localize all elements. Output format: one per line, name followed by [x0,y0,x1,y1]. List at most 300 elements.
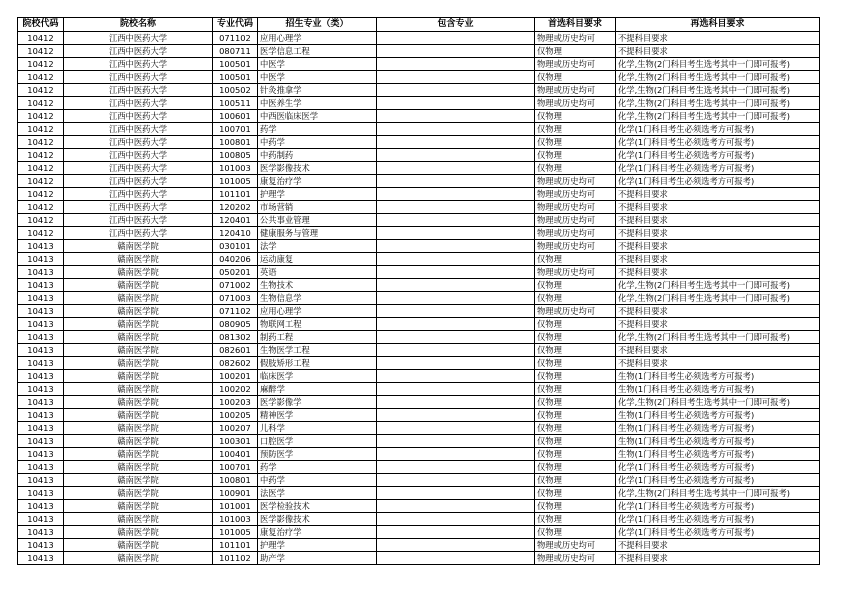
major-code-cell: 100301 [213,435,258,448]
included-majors-cell [377,526,535,539]
table-row [18,292,820,305]
major-code-cell: 100201 [213,370,258,383]
second-subject-cell: 不提科目要求 [616,539,820,552]
school-name-cell: 赣南医学院 [64,266,213,279]
major-code-cell: 100501 [213,71,258,84]
table-row [18,162,820,175]
second-subject-cell: 化学,生物(2门科目考生选考其中一门即可报考) [616,58,820,71]
school-name-cell: 江西中医药大学 [64,123,213,136]
major-cell: 应用心理学 [258,32,377,45]
major-code-cell: 101003 [213,513,258,526]
first-subject-cell: 物理或历史均可 [535,175,616,188]
school-code-cell: 10413 [18,409,64,422]
table-row [18,71,820,84]
major-cell: 中医学 [258,58,377,71]
major-code-cell: 100701 [213,461,258,474]
included-majors-cell [377,214,535,227]
first-subject-cell: 仅物理 [535,357,616,370]
major-code-cell: 100601 [213,110,258,123]
major-code-cell: 100205 [213,409,258,422]
major-cell: 康复治疗学 [258,526,377,539]
major-code-cell: 100202 [213,383,258,396]
major-cell: 医学影像学 [258,396,377,409]
school-code-cell: 10412 [18,123,64,136]
major-code-cell: 100805 [213,149,258,162]
header-major: 招生专业（类） [258,18,377,32]
major-code-cell: 050201 [213,266,258,279]
second-subject-cell: 不提科目要求 [616,45,820,58]
school-name-cell: 江西中医药大学 [64,84,213,97]
school-name-cell: 赣南医学院 [64,240,213,253]
first-subject-cell: 仅物理 [535,45,616,58]
included-majors-cell [377,344,535,357]
table-row [18,474,820,487]
school-code-cell: 10412 [18,214,64,227]
school-code-cell: 10413 [18,422,64,435]
school-name-cell: 赣南医学院 [64,435,213,448]
major-cell: 医学影像技术 [258,162,377,175]
major-cell: 口腔医学 [258,435,377,448]
major-cell: 中医学 [258,71,377,84]
second-subject-cell: 不提科目要求 [616,266,820,279]
included-majors-cell [377,422,535,435]
table-row [18,318,820,331]
second-subject-cell: 不提科目要求 [616,214,820,227]
major-cell: 假肢矫形工程 [258,357,377,370]
second-subject-cell: 不提科目要求 [616,305,820,318]
school-name-cell: 赣南医学院 [64,357,213,370]
school-code-cell: 10412 [18,136,64,149]
major-code-cell: 120401 [213,214,258,227]
first-subject-cell: 仅物理 [535,396,616,409]
included-majors-cell [377,487,535,500]
school-name-cell: 赣南医学院 [64,539,213,552]
school-code-cell: 10413 [18,344,64,357]
major-cell: 助产学 [258,552,377,565]
second-subject-cell: 不提科目要求 [616,240,820,253]
school-name-cell: 江西中医药大学 [64,214,213,227]
included-majors-cell [377,292,535,305]
first-subject-cell: 物理或历史均可 [535,84,616,97]
second-subject-cell: 不提科目要求 [616,253,820,266]
school-code-cell: 10412 [18,71,64,84]
major-cell: 生物医学工程 [258,344,377,357]
second-subject-cell: 生物(1门科目考生必须选考方可报考) [616,422,820,435]
table-row [18,266,820,279]
school-name-cell: 赣南医学院 [64,552,213,565]
first-subject-cell: 仅物理 [535,513,616,526]
school-code-cell: 10413 [18,500,64,513]
second-subject-cell: 化学,生物(2门科目考生选考其中一门即可报考) [616,487,820,500]
major-cell: 公共事业管理 [258,214,377,227]
table-row [18,253,820,266]
major-code-cell: 100901 [213,487,258,500]
major-code-cell: 080711 [213,45,258,58]
table-row [18,188,820,201]
first-subject-cell: 仅物理 [535,110,616,123]
included-majors-cell [377,84,535,97]
table-row [18,526,820,539]
major-cell: 应用心理学 [258,305,377,318]
school-code-cell: 10412 [18,162,64,175]
school-name-cell: 江西中医药大学 [64,149,213,162]
table-row [18,227,820,240]
major-cell: 医学检验技术 [258,500,377,513]
first-subject-cell: 仅物理 [535,253,616,266]
school-name-cell: 赣南医学院 [64,409,213,422]
school-code-cell: 10413 [18,266,64,279]
included-majors-cell [377,240,535,253]
major-code-cell: 101102 [213,552,258,565]
major-code-cell: 120410 [213,227,258,240]
included-majors-cell [377,149,535,162]
second-subject-cell: 化学,生物(2门科目考生选考其中一门即可报考) [616,292,820,305]
school-name-cell: 赣南医学院 [64,513,213,526]
second-subject-cell: 化学,生物(2门科目考生选考其中一门即可报考) [616,84,820,97]
major-code-cell: 082602 [213,357,258,370]
header-included-majors: 包含专业 [377,18,535,32]
major-code-cell: 081302 [213,331,258,344]
school-name-cell: 赣南医学院 [64,422,213,435]
second-subject-cell: 不提科目要求 [616,344,820,357]
table-row [18,370,820,383]
table-row [18,513,820,526]
first-subject-cell: 仅物理 [535,279,616,292]
included-majors-cell [377,279,535,292]
second-subject-cell: 化学,生物(2门科目考生选考其中一门即可报考) [616,279,820,292]
school-code-cell: 10413 [18,279,64,292]
table-row [18,409,820,422]
included-majors-cell [377,32,535,45]
major-cell: 中药制药 [258,149,377,162]
major-cell: 儿科学 [258,422,377,435]
major-cell: 药学 [258,123,377,136]
second-subject-cell: 化学(1门科目考生必须选考方可报考) [616,513,820,526]
school-name-cell: 江西中医药大学 [64,45,213,58]
first-subject-cell: 仅物理 [535,318,616,331]
included-majors-cell [377,409,535,422]
school-name-cell: 赣南医学院 [64,526,213,539]
school-name-cell: 赣南医学院 [64,370,213,383]
table-row [18,136,820,149]
first-subject-cell: 仅物理 [535,474,616,487]
included-majors-cell [377,461,535,474]
major-cell: 法医学 [258,487,377,500]
school-code-cell: 10412 [18,97,64,110]
school-code-cell: 10413 [18,539,64,552]
major-cell: 中西医临床医学 [258,110,377,123]
school-code-cell: 10412 [18,175,64,188]
second-subject-cell: 生物(1门科目考生必须选考方可报考) [616,409,820,422]
school-name-cell: 赣南医学院 [64,279,213,292]
major-code-cell: 071102 [213,305,258,318]
major-code-cell: 101101 [213,539,258,552]
table-row [18,357,820,370]
included-majors-cell [377,136,535,149]
major-code-cell: 100502 [213,84,258,97]
major-code-cell: 100501 [213,58,258,71]
school-code-cell: 10413 [18,396,64,409]
included-majors-cell [377,513,535,526]
header-school-code: 院校代码 [18,18,64,32]
included-majors-cell [377,266,535,279]
second-subject-cell: 不提科目要求 [616,357,820,370]
major-cell: 预防医学 [258,448,377,461]
table-row [18,97,820,110]
school-code-cell: 10413 [18,435,64,448]
major-cell: 护理学 [258,188,377,201]
first-subject-cell: 物理或历史均可 [535,539,616,552]
first-subject-cell: 物理或历史均可 [535,305,616,318]
major-cell: 制药工程 [258,331,377,344]
first-subject-cell: 仅物理 [535,500,616,513]
first-subject-cell: 物理或历史均可 [535,188,616,201]
school-name-cell: 江西中医药大学 [64,136,213,149]
school-code-cell: 10412 [18,227,64,240]
header-first-subject: 首选科目要求 [535,18,616,32]
second-subject-cell: 生物(1门科目考生必须选考方可报考) [616,383,820,396]
school-name-cell: 赣南医学院 [64,292,213,305]
table-row [18,175,820,188]
table-row [18,435,820,448]
school-code-cell: 10412 [18,32,64,45]
table-row [18,240,820,253]
major-cell: 中药学 [258,136,377,149]
school-name-cell: 江西中医药大学 [64,32,213,45]
table-row [18,422,820,435]
table-row [18,58,820,71]
major-cell: 康复治疗学 [258,175,377,188]
included-majors-cell [377,552,535,565]
first-subject-cell: 仅物理 [535,71,616,84]
included-majors-cell [377,539,535,552]
school-name-cell: 赣南医学院 [64,474,213,487]
major-code-cell: 120202 [213,201,258,214]
major-cell: 英语 [258,266,377,279]
school-code-cell: 10412 [18,84,64,97]
school-code-cell: 10413 [18,305,64,318]
table-row [18,201,820,214]
included-majors-cell [377,331,535,344]
table-row [18,448,820,461]
header-school-name: 院校名称 [64,18,213,32]
major-cell: 临床医学 [258,370,377,383]
major-cell: 生物技术 [258,279,377,292]
included-majors-cell [377,201,535,214]
major-cell: 法学 [258,240,377,253]
school-code-cell: 10413 [18,253,64,266]
first-subject-cell: 物理或历史均可 [535,214,616,227]
first-subject-cell: 仅物理 [535,409,616,422]
school-name-cell: 赣南医学院 [64,461,213,474]
second-subject-cell: 不提科目要求 [616,32,820,45]
major-cell: 运动康复 [258,253,377,266]
major-code-cell: 101101 [213,188,258,201]
first-subject-cell: 物理或历史均可 [535,97,616,110]
major-cell: 市场营销 [258,201,377,214]
table-row [18,32,820,45]
major-cell: 针灸推拿学 [258,84,377,97]
table-row [18,149,820,162]
second-subject-cell: 化学(1门科目考生必须选考方可报考) [616,526,820,539]
included-majors-cell [377,97,535,110]
first-subject-cell: 仅物理 [535,123,616,136]
school-code-cell: 10413 [18,552,64,565]
major-cell: 中医养生学 [258,97,377,110]
school-code-cell: 10413 [18,513,64,526]
first-subject-cell: 仅物理 [535,136,616,149]
second-subject-cell: 化学,生物(2门科目考生选考其中一门即可报考) [616,331,820,344]
table-row [18,45,820,58]
table-row [18,84,820,97]
included-majors-cell [377,318,535,331]
major-code-cell: 100801 [213,474,258,487]
major-cell: 健康服务与管理 [258,227,377,240]
school-code-cell: 10413 [18,461,64,474]
school-code-cell: 10412 [18,201,64,214]
included-majors-cell [377,162,535,175]
school-name-cell: 赣南医学院 [64,500,213,513]
included-majors-cell [377,123,535,136]
table-row [18,500,820,513]
second-subject-cell: 生物(1门科目考生必须选考方可报考) [616,370,820,383]
school-code-cell: 10413 [18,292,64,305]
included-majors-cell [377,383,535,396]
major-code-cell: 101003 [213,162,258,175]
second-subject-cell: 化学(1门科目考生必须选考方可报考) [616,500,820,513]
table-row [18,123,820,136]
subject-requirements-table [17,17,820,565]
school-name-cell: 赣南医学院 [64,331,213,344]
school-name-cell: 赣南医学院 [64,253,213,266]
first-subject-cell: 物理或历史均可 [535,58,616,71]
table-body [18,32,820,565]
table-row [18,383,820,396]
major-code-cell: 040206 [213,253,258,266]
school-name-cell: 赣南医学院 [64,383,213,396]
included-majors-cell [377,175,535,188]
included-majors-cell [377,305,535,318]
school-name-cell: 江西中医药大学 [64,188,213,201]
major-cell: 麻醉学 [258,383,377,396]
major-code-cell: 030101 [213,240,258,253]
table-row [18,331,820,344]
school-code-cell: 10412 [18,149,64,162]
second-subject-cell: 不提科目要求 [616,227,820,240]
table-row [18,305,820,318]
school-name-cell: 赣南医学院 [64,344,213,357]
school-name-cell: 江西中医药大学 [64,175,213,188]
second-subject-cell: 不提科目要求 [616,552,820,565]
major-code-cell: 100401 [213,448,258,461]
second-subject-cell: 化学(1门科目考生必须选考方可报考) [616,474,820,487]
included-majors-cell [377,110,535,123]
first-subject-cell: 仅物理 [535,461,616,474]
first-subject-cell: 仅物理 [535,331,616,344]
school-name-cell: 江西中医药大学 [64,201,213,214]
table-row [18,279,820,292]
header-second-subject: 再选科目要求 [616,18,820,32]
second-subject-cell: 化学(1门科目考生必须选考方可报考) [616,162,820,175]
second-subject-cell: 化学(1门科目考生必须选考方可报考) [616,149,820,162]
second-subject-cell: 化学,生物(2门科目考生选考其中一门即可报考) [616,71,820,84]
included-majors-cell [377,71,535,84]
second-subject-cell: 化学,生物(2门科目考生选考其中一门即可报考) [616,396,820,409]
school-code-cell: 10412 [18,188,64,201]
major-code-cell: 100207 [213,422,258,435]
school-code-cell: 10413 [18,448,64,461]
school-code-cell: 10412 [18,45,64,58]
first-subject-cell: 物理或历史均可 [535,32,616,45]
header-row [18,18,820,32]
major-cell: 护理学 [258,539,377,552]
table-row [18,461,820,474]
school-code-cell: 10413 [18,240,64,253]
major-code-cell: 082601 [213,344,258,357]
first-subject-cell: 物理或历史均可 [535,266,616,279]
first-subject-cell: 物理或历史均可 [535,227,616,240]
second-subject-cell: 生物(1门科目考生必须选考方可报考) [616,435,820,448]
school-name-cell: 江西中医药大学 [64,227,213,240]
second-subject-cell: 化学(1门科目考生必须选考方可报考) [616,175,820,188]
first-subject-cell: 仅物理 [535,487,616,500]
table-row [18,110,820,123]
major-code-cell: 101001 [213,500,258,513]
major-cell: 医学影像技术 [258,513,377,526]
first-subject-cell: 仅物理 [535,162,616,175]
second-subject-cell: 不提科目要求 [616,188,820,201]
first-subject-cell: 仅物理 [535,344,616,357]
second-subject-cell: 化学(1门科目考生必须选考方可报考) [616,461,820,474]
table-row [18,539,820,552]
major-code-cell: 071002 [213,279,258,292]
major-code-cell: 080905 [213,318,258,331]
first-subject-cell: 物理或历史均可 [535,201,616,214]
included-majors-cell [377,45,535,58]
school-name-cell: 江西中医药大学 [64,162,213,175]
school-name-cell: 江西中医药大学 [64,58,213,71]
table-row [18,396,820,409]
major-code-cell: 100203 [213,396,258,409]
first-subject-cell: 仅物理 [535,526,616,539]
included-majors-cell [377,370,535,383]
first-subject-cell: 物理或历史均可 [535,552,616,565]
school-code-cell: 10413 [18,331,64,344]
included-majors-cell [377,227,535,240]
school-code-cell: 10413 [18,318,64,331]
school-name-cell: 江西中医药大学 [64,97,213,110]
major-code-cell: 071102 [213,32,258,45]
major-cell: 精神医学 [258,409,377,422]
first-subject-cell: 仅物理 [535,435,616,448]
school-code-cell: 10412 [18,110,64,123]
included-majors-cell [377,396,535,409]
school-code-cell: 10413 [18,526,64,539]
school-name-cell: 赣南医学院 [64,487,213,500]
school-name-cell: 赣南医学院 [64,318,213,331]
major-cell: 生物信息学 [258,292,377,305]
school-code-cell: 10413 [18,383,64,396]
school-code-cell: 10413 [18,370,64,383]
school-name-cell: 赣南医学院 [64,396,213,409]
major-code-cell: 071003 [213,292,258,305]
first-subject-cell: 仅物理 [535,292,616,305]
second-subject-cell: 化学,生物(2门科目考生选考其中一门即可报考) [616,110,820,123]
school-code-cell: 10413 [18,487,64,500]
school-name-cell: 赣南医学院 [64,448,213,461]
first-subject-cell: 仅物理 [535,149,616,162]
second-subject-cell: 化学(1门科目考生必须选考方可报考) [616,136,820,149]
